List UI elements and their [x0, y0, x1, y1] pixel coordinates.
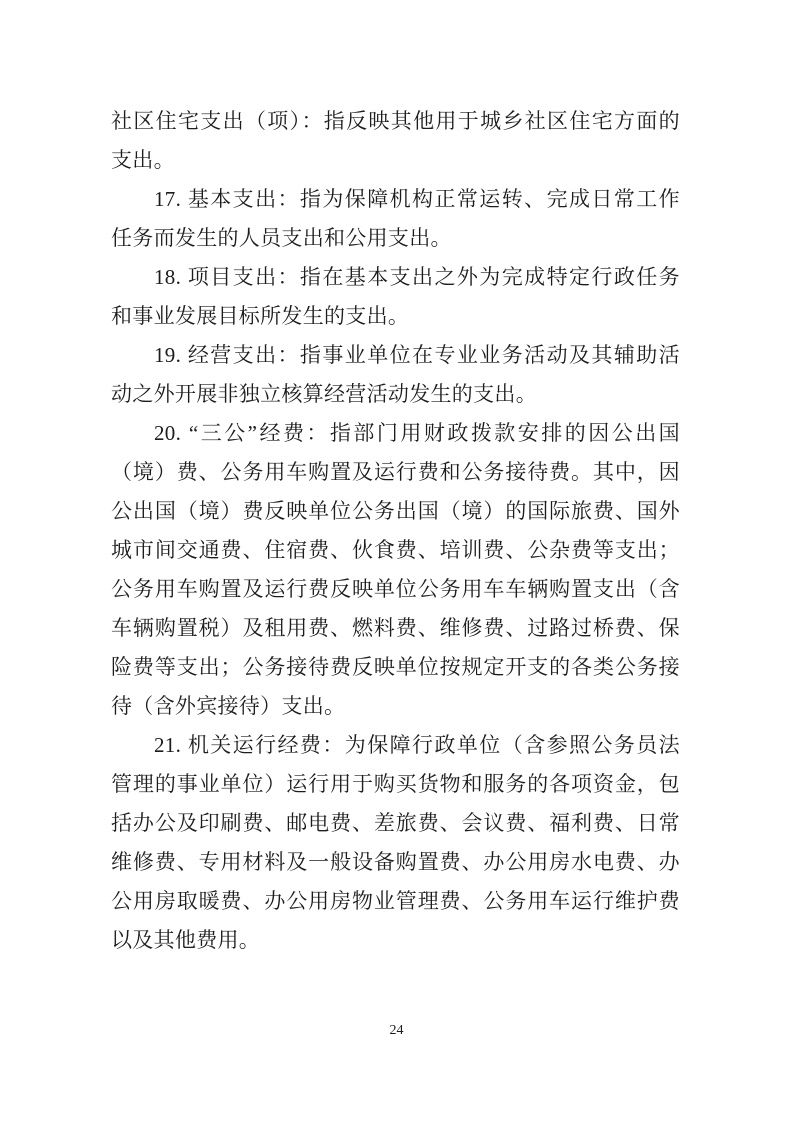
text-line: 动之外开展非独立核算经营活动发生的支出。 [111, 382, 537, 406]
text-line: 括办公及印刷费、邮电费、差旅费、会议费、福利费、日常 [111, 811, 680, 835]
text-block [111, 102, 680, 960]
text-line: 社区住宅支出（项）：指反映其他用于城乡社区住宅方面的 [111, 109, 680, 133]
text-line: 车辆购置税）及租用费、燃料费、维修费、过路过桥费、保 [111, 616, 680, 640]
text-line: 支出。 [111, 148, 175, 172]
text-line: 公务用车购置及运行费反映单位公务用车车辆购置支出（含 [111, 577, 680, 601]
text-line: 19. 经营支出：指事业单位在专业业务活动及其辅助活 [154, 343, 680, 367]
text-line: 城市间交通费、住宿费、伙食费、培训费、公杂费等支出； [111, 538, 680, 562]
text-line: 18. 项目支出：指在基本支出之外为完成特定行政任务 [154, 265, 680, 289]
text-line: 21. 机关运行经费：为保障行政单位（含参照公务员法 [154, 733, 680, 757]
text-line: 待（含外宾接待）支出。 [111, 694, 346, 718]
text-line: 和事业发展目标所发生的支出。 [111, 304, 410, 328]
text-line: 任务而发生的人员支出和公用支出。 [111, 226, 452, 250]
text-line: 20. “三公”经费：指部门用财政拨款安排的因公出国 [154, 421, 680, 445]
text-line: 险费等支出；公务接待费反映单位按规定开支的各类公务接 [111, 655, 680, 679]
text-line: 17. 基本支出：指为保障机构正常运转、完成日常工作 [154, 187, 680, 211]
page-number: 24 [389, 1023, 404, 1038]
text-line: 公出国（境）费反映单位公务出国（境）的国际旅费、国外 [111, 499, 680, 523]
text-line: （境）费、公务用车购置及运行费和公务接待费。其中，因 [111, 460, 680, 484]
text-line: 维修费、专用材料及一般设备购置费、办公用房水电费、办 [111, 850, 680, 874]
text-line: 公用房取暖费、办公用房物业管理费、公务用车运行维护费 [111, 889, 680, 913]
text-line: 管理的事业单位）运行用于购买货物和服务的各项资金，包 [111, 772, 680, 796]
text-line: 以及其他费用。 [111, 928, 261, 952]
